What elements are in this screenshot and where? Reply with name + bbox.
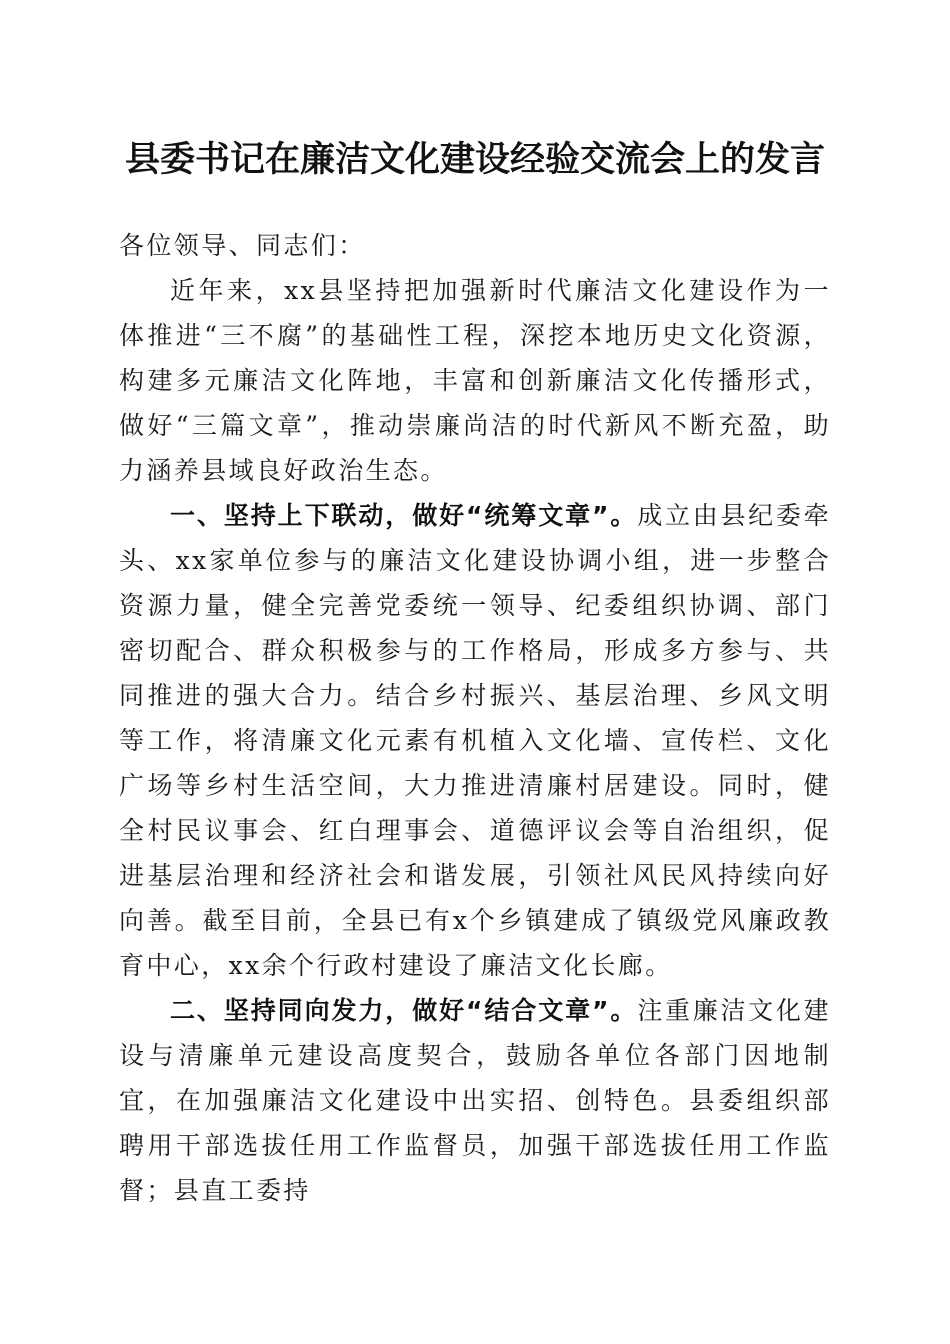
section-1-heading: 一、坚持上下联动，做好“统筹文章”。 xyxy=(170,501,638,530)
section-1-paragraph xyxy=(119,493,831,988)
salutation: 各位领导、同志们： xyxy=(119,231,366,260)
section-1-text: 成立由县纪委牵头、xx家单位参与的廉洁文化建设协调小组，进一步整合资源力量，健全完善党委统一领导、纪委组织协调、部门密切配合、群众积极参与的工作格局，形成多方参与、共同推进的强大合力。结合乡村振兴、基层治理、乡风文明等工作，将清廉文化元素有机植入文化墙、宣传栏、文化广场等乡村生活空间，大力推进清廉村居建设。同时，健全村民议事会、红白理事会、道德评议会等自治组织，促进基层治理和经济社会和谐发展，引领社风民风持续向好向善。截至目前，全县已有x个乡镇建成了镇级党风廉政教育中心，xx余个行政村建设了廉洁文化长廊。 xyxy=(119,501,831,980)
intro-paragraph: 近年来，xx县坚持把加强新时代廉洁文化建设作为一体推进“三不腐”的基础性工程，深挖本地历史文化资源，构建多元廉洁文化阵地，丰富和创新廉洁文化传播形式，做好“三篇文章”，推动崇廉尚洁的时代新风不断充盈，助力涵养县域良好政治生态。 xyxy=(119,276,831,485)
section-2-text: 注重廉洁文化建设与清廉单元建设高度契合，鼓励各单位各部门因地制宜，在加强廉洁文化建设中出实招、创特色。县委组织部聘用干部选拔任用工作监督员，加强干部选拔任用工作监督；县直工委持 xyxy=(119,996,831,1205)
section-2-paragraph xyxy=(119,988,831,1213)
section-2-heading: 二、坚持同向发力，做好“结合文章”。 xyxy=(170,996,638,1025)
document-title: 县委书记在廉洁文化建设经验交流会上的发言 xyxy=(124,139,825,180)
document-body xyxy=(119,223,831,1213)
